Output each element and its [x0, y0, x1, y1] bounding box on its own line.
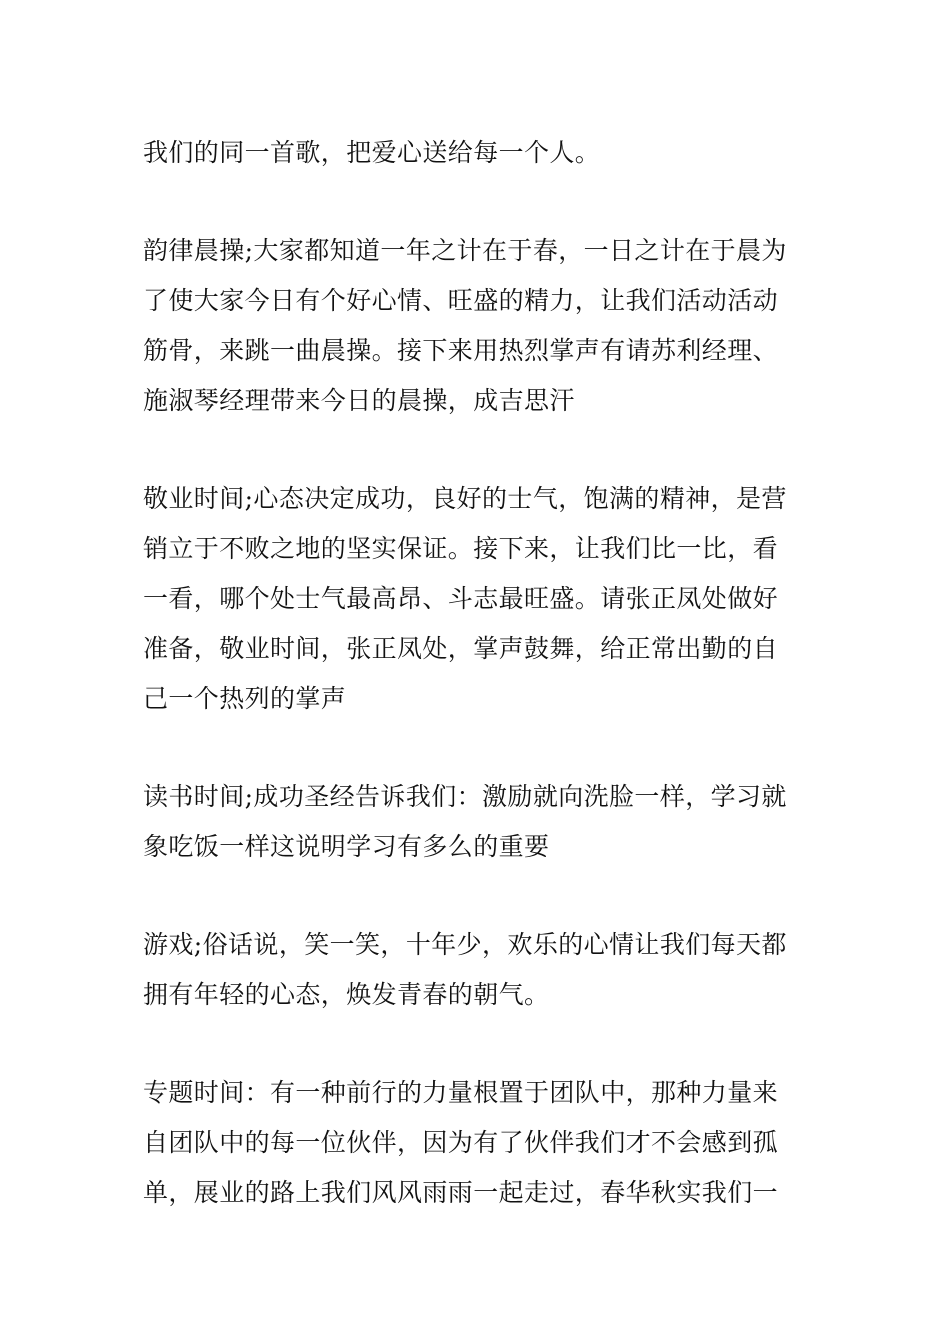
text-line: 了使大家今日有个好心情、旺盛的精力，让我们活动活动	[143, 286, 779, 315]
text-line: 自团队中的每一位伙伴，因为有了伙伴我们才不会感到孤	[143, 1128, 779, 1157]
text-line: 筋骨，来跳一曲晨操。接下来用热烈掌声有请苏利经理、	[143, 336, 779, 365]
text-line: 我们的同一首歌，把爱心送给每一个人。	[143, 138, 601, 167]
text-line: 己一个热列的掌声	[143, 684, 347, 713]
text-line: 游戏;俗话说，笑一笑，十年少，欢乐的心情让我们每天都	[143, 930, 787, 959]
paragraph-topic-time	[143, 1068, 813, 1218]
paragraph-dedication-time	[143, 474, 813, 724]
text-line: 准备，敬业时间，张正凤处，掌声鼓舞，给正常出勤的自	[143, 634, 779, 663]
text-line: 专题时间：有一种前行的力量根置于团队中，那种力量来	[143, 1078, 779, 1107]
paragraph-intro	[143, 128, 813, 178]
text-line: 象吃饭一样这说明学习有多么的重要	[143, 832, 550, 861]
text-line: 敬业时间;心态决定成功，良好的士气，饱满的精神，是营	[143, 484, 787, 513]
paragraph-reading-time	[143, 772, 813, 872]
paragraph-game	[143, 920, 813, 1020]
text-line: 销立于不败之地的坚实保证。接下来，让我们比一比，看	[143, 534, 779, 563]
text-line: 韵律晨操;大家都知道一年之计在于春，一日之计在于晨为	[143, 236, 787, 265]
text-line: 拥有年轻的心态，焕发青春的朝气。	[143, 980, 550, 1009]
paragraph-morning-exercise	[143, 226, 813, 426]
text-line: 单，展业的路上我们风风雨雨一起走过，春华秋实我们一	[143, 1178, 779, 1207]
text-line: 读书时间;成功圣经告诉我们：激励就向洗脸一样，学习就	[143, 782, 787, 811]
text-line: 一看，哪个处士气最高昂、斗志最旺盛。请张正凤处做好	[143, 584, 779, 613]
text-line: 施淑琴经理带来今日的晨操，成吉思汗	[143, 386, 575, 415]
